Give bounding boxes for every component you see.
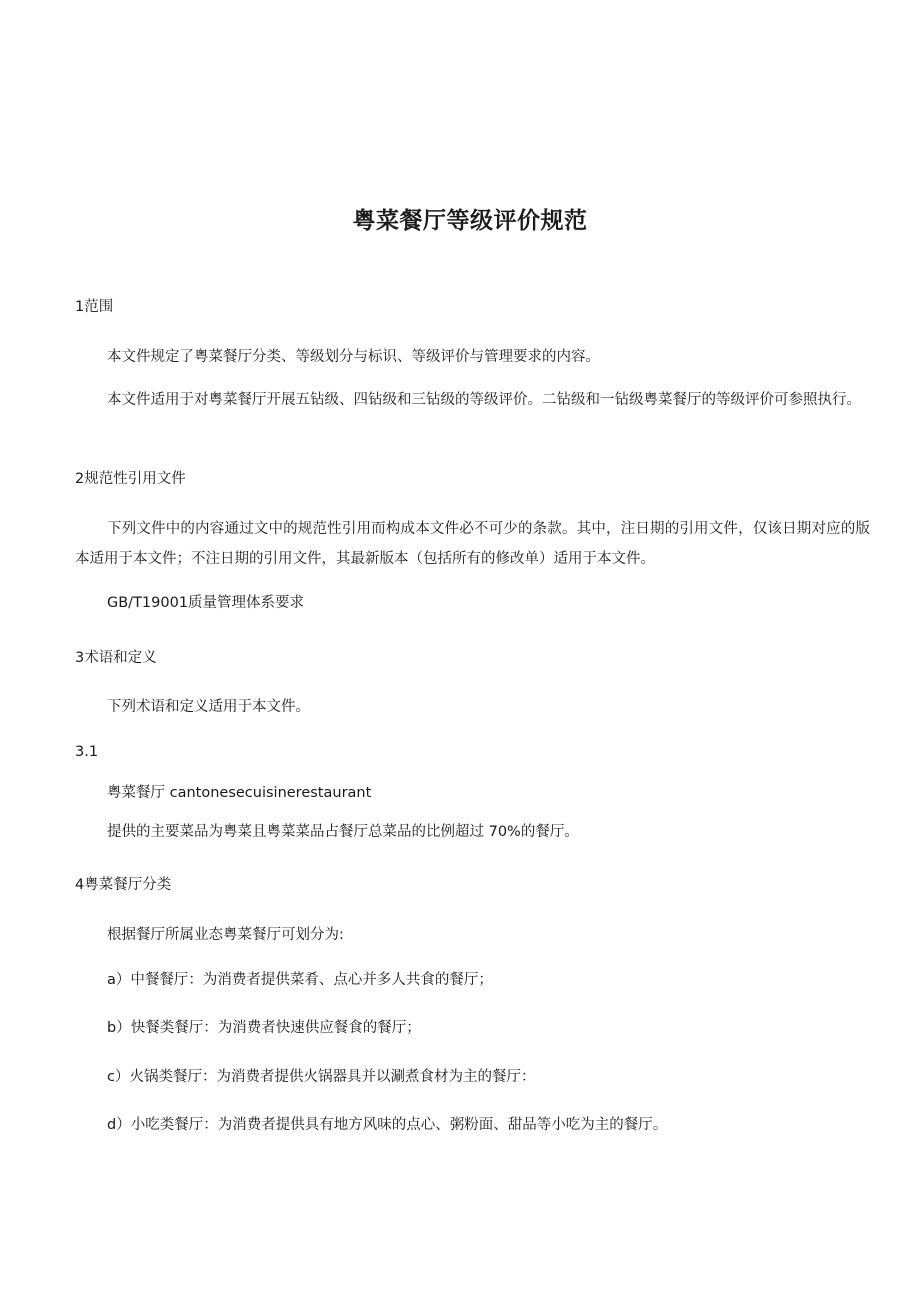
paragraph-terms-1: 下列术语和定义适用于本文件。: [107, 699, 310, 715]
document-title: 粤菜餐厅等级评价规范: [352, 208, 588, 234]
term-number: 3.1: [75, 744, 99, 760]
section-heading-normative-references: 2规范性引用文件: [75, 471, 186, 487]
list-item: d）小吃类餐厅：为消费者提供具有地方风味的点心、粥粉面、甜品等小吃为主的餐厅。: [107, 1117, 668, 1133]
section-heading-scope: 1范围: [75, 299, 114, 315]
list-item: b）快餐类餐厅：为消费者快速供应餐食的餐厅；: [107, 1020, 421, 1036]
paragraph-classification-intro: 根据餐厅所属业态粤菜餐厅可划分为:: [107, 927, 344, 943]
list-item: c）火锅类餐厅：为消费者提供火锅器具并以涮煮食材为主的餐厅：: [107, 1069, 536, 1085]
reference-item: GB/T19001质量管理体系要求: [107, 595, 305, 611]
section-heading-classification: 4粤菜餐厅分类: [75, 877, 172, 893]
paragraph-scope-1: 本文件规定了粤菜餐厅分类、等级划分与标识、等级评价与管理要求的内容。: [107, 349, 600, 365]
list-item: a）中餐餐厅：为消费者提供菜肴、点心并多人共食的餐厅；: [107, 972, 493, 988]
paragraph-scope-2: 本文件适用于对粤菜餐厅开展五钻级、四钻级和三钻级的等级评价。二钻级和一钻级粤菜餐厅的等级评价可参照执行。: [107, 392, 861, 408]
term-name: 粤菜餐厅 cantonesecuisinerestaurant: [107, 785, 372, 801]
term-definition: 提供的主要菜品为粤菜且粤菜菜品占餐厅总菜品的比例超过 70%的餐厅。: [107, 824, 579, 840]
section-heading-terms: 3术语和定义: [75, 650, 157, 666]
paragraph-normative-references-1: 下列文件中的内容通过文中的规范性引用而构成本文件必不可少的条款。其中，注日期的引用文件，仅该日期对应的版本适用于本文件；不注日期的引用文件，其最新版本（包括所有的修改单）适用于本文件。: [75, 521, 870, 567]
